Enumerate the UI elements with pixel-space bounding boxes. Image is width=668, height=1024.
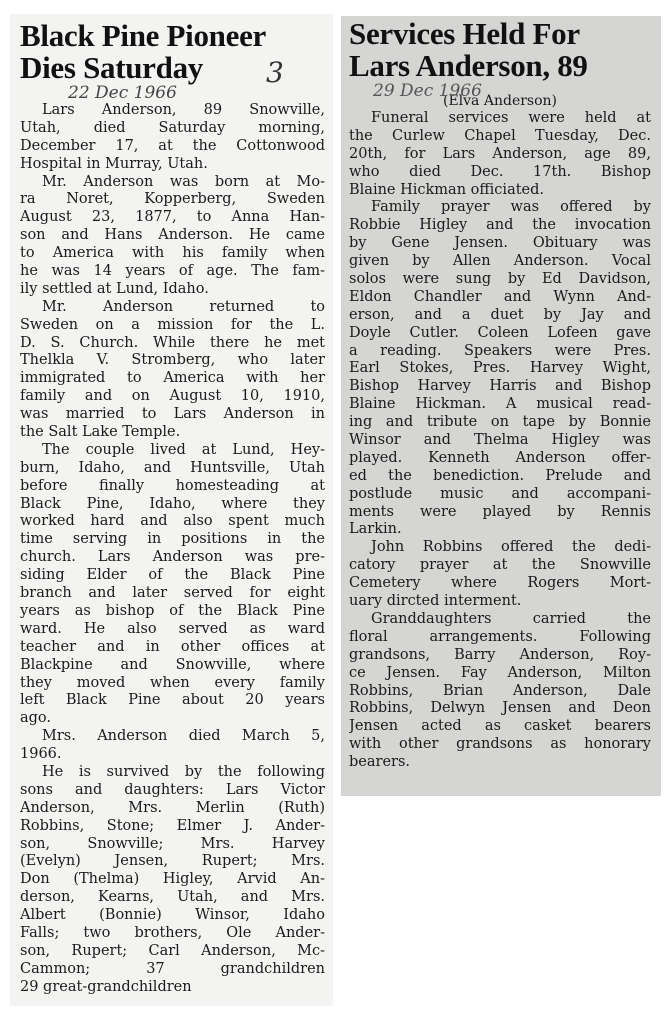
- text-line: Jensen acted as casket bearers: [349, 718, 651, 735]
- headline: [349, 18, 651, 82]
- text-line: they moved when every family: [20, 674, 325, 691]
- text-line: Robbins, Brian Anderson, Dale: [349, 682, 651, 699]
- paragraph: [20, 728, 325, 764]
- text-line: ily settled at Lund, Idaho.: [20, 280, 209, 297]
- text-line: teacher and in other offices at: [20, 638, 325, 655]
- text-line: erson, and a duet by Jay and: [349, 306, 651, 323]
- text-line: Mrs. Anderson died March 5,: [42, 728, 325, 745]
- text-line: church. Lars Anderson was pre-: [20, 549, 325, 566]
- text-line: 29 great-grandchildren: [20, 978, 192, 995]
- text-line: time serving in positions in the: [20, 531, 325, 548]
- text-line: who died Dec. 17th. Bishop: [349, 163, 651, 180]
- text-line: Eldon Chandler and Wynn And-: [349, 288, 651, 305]
- text-line: Black Pine, Idaho, where they: [20, 495, 325, 512]
- text-line: Cemetery where Rogers Mort-: [349, 575, 651, 592]
- text-line: the Curlew Chapel Tuesday, Dec.: [349, 127, 651, 144]
- paragraph: [20, 299, 325, 442]
- text-line: family and on August 10, 1910,: [20, 388, 325, 405]
- text-line: Robbins, Stone; Elmer J. Ander-: [20, 817, 325, 834]
- text-line: Sweden on a mission for the L.: [20, 316, 325, 333]
- text-line: Doyle Cutler. Coleen Lofeen gave: [349, 324, 651, 341]
- text-line: Lars Anderson, 89 Snowville,: [42, 102, 325, 118]
- text-line: with other grandsons as honorary: [349, 736, 651, 753]
- paragraph: [349, 539, 651, 611]
- text-line: Don (Thelma) Higley, Arvid An-: [20, 871, 325, 888]
- text-line: bearers.: [349, 754, 411, 771]
- paragraph: [349, 199, 651, 539]
- text-line: derson, Kearns, Utah, and Mrs.: [20, 889, 325, 906]
- text-line: sons and daughters: Lars Victor: [20, 781, 325, 798]
- text-line: before finally homesteading at: [20, 477, 325, 494]
- text-line: floral arrangements. Following: [349, 628, 651, 645]
- text-line: ments were played by Rennis: [349, 503, 651, 520]
- text-line: ce Jensen. Fay Anderson, Milton: [349, 664, 651, 681]
- text-line: Winsor and Thelma Higley was: [349, 432, 651, 449]
- text-line: burn, Idaho, and Huntsville, Utah: [20, 459, 325, 476]
- funeral-services-clipping: [341, 16, 661, 796]
- text-line: by Gene Jensen. Obituary was: [349, 235, 651, 252]
- text-line: Albert (Bonnie) Winsor, Idaho: [20, 907, 325, 924]
- text-line: played. Kenneth Anderson offer-: [349, 449, 651, 466]
- handwritten-mark: 3: [266, 56, 284, 89]
- text-line: Robbie Higley and the invocation: [349, 217, 651, 234]
- text-line: (Evelyn) Jensen, Rupert; Mrs.: [20, 853, 325, 870]
- paragraph: [349, 611, 651, 772]
- text-line: ed the benediction. Prelude and: [349, 467, 651, 484]
- text-line: Funeral services were held at: [371, 110, 651, 126]
- article-body: [20, 102, 325, 997]
- headline-line: Services Held For: [349, 16, 580, 51]
- text-line: Mr. Anderson returned to: [42, 298, 325, 315]
- text-line: grandsons, Barry Anderson, Roy-: [349, 646, 651, 663]
- obituary-clipping: [10, 14, 333, 1006]
- text-line: uary dircted interment.: [349, 593, 522, 610]
- text-line: worked hard and also spent much: [20, 513, 325, 530]
- text-line: Blaine Hickman officiated.: [349, 181, 545, 198]
- text-line: John Robbins offered the dedi-: [371, 539, 651, 556]
- text-line: to America with his family when: [20, 245, 325, 262]
- paragraph: [20, 102, 325, 174]
- headline-line: Black Pine Pioneer: [20, 18, 267, 53]
- text-line: Bishop Harvey Harris and Bishop: [349, 378, 651, 395]
- text-line: ing and tribute on tape by Bonnie: [349, 414, 651, 431]
- paragraph: [20, 174, 325, 299]
- handwritten-date: 29 Dec 1966: [373, 81, 482, 101]
- text-line: Granddaughters carried the: [371, 610, 651, 627]
- byline: (Elva Anderson): [442, 93, 558, 109]
- text-line: December 17, at the Cottonwood: [20, 137, 325, 154]
- text-line: Earl Stokes, Pres. Harvey Wight,: [349, 360, 651, 377]
- text-line: He is survived by the following: [42, 763, 325, 780]
- text-line: Blaine Hickman. A musical read-: [349, 396, 651, 413]
- text-line: Family prayer was offered by: [371, 199, 651, 216]
- text-line: ago.: [20, 710, 52, 727]
- paragraph: [20, 442, 325, 728]
- text-line: left Black Pine about 20 years: [20, 692, 325, 709]
- text-line: Utah, died Saturday morning,: [20, 119, 325, 136]
- text-line: 1966.: [20, 746, 62, 763]
- text-line: Hospital in Murray, Utah.: [20, 155, 208, 172]
- text-line: years as bishop of the Black Pine: [20, 602, 325, 619]
- text-line: was married to Lars Anderson in: [20, 406, 325, 423]
- text-line: branch and later served for eight: [20, 585, 325, 602]
- text-line: catory prayer at the Snowville: [349, 557, 651, 574]
- text-line: immigrated to America with her: [20, 370, 325, 387]
- text-line: Falls; two brothers, Ole Ander-: [20, 924, 325, 941]
- text-line: the Salt Lake Temple.: [20, 424, 181, 441]
- text-line: ward. He also served as ward: [20, 620, 325, 637]
- text-line: Robbins, Delwyn Jensen and Deon: [349, 700, 651, 717]
- text-line: son, Snowville; Mrs. Harvey: [20, 835, 325, 852]
- text-line: solos were sung by Ed Davidson,: [349, 271, 651, 288]
- text-line: Larkin.: [349, 521, 402, 538]
- text-line: given by Allen Anderson. Vocal: [349, 253, 651, 270]
- text-line: he was 14 years of age. The fam-: [20, 263, 325, 280]
- headline-line: Lars Anderson, 89: [349, 48, 588, 83]
- paragraph: [349, 110, 651, 199]
- text-line: a reading. Speakers were Pres.: [349, 342, 651, 359]
- text-line: postlude music and accompani-: [349, 485, 651, 502]
- text-line: son, Rupert; Carl Anderson, Mc-: [20, 942, 325, 959]
- text-line: Anderson, Mrs. Merlin (Ruth): [20, 799, 325, 816]
- text-line: Mr. Anderson was born at Mo-: [42, 173, 325, 190]
- text-line: D. S. Church. While there he met: [20, 334, 325, 351]
- text-line: Thelkla V. Stromberg, who later: [20, 352, 325, 369]
- text-line: 20th, for Lars Anderson, age 89,: [349, 145, 651, 162]
- text-line: siding Elder of the Black Pine: [20, 567, 325, 584]
- handwritten-date: 22 Dec 1966: [68, 83, 177, 103]
- headline-line: Dies Saturday: [20, 50, 203, 85]
- text-line: ra Noret, Kopperberg, Sweden: [20, 191, 325, 208]
- text-line: Blackpine and Snowville, where: [20, 656, 325, 673]
- text-line: Cammon; 37 grandchildren: [20, 960, 325, 977]
- paragraph: [20, 764, 325, 997]
- article-body: [349, 110, 651, 772]
- text-line: son and Hans Anderson. He came: [20, 227, 325, 244]
- text-line: August 23, 1877, to Anna Han-: [20, 209, 325, 226]
- text-line: The couple lived at Lund, Hey-: [42, 441, 325, 458]
